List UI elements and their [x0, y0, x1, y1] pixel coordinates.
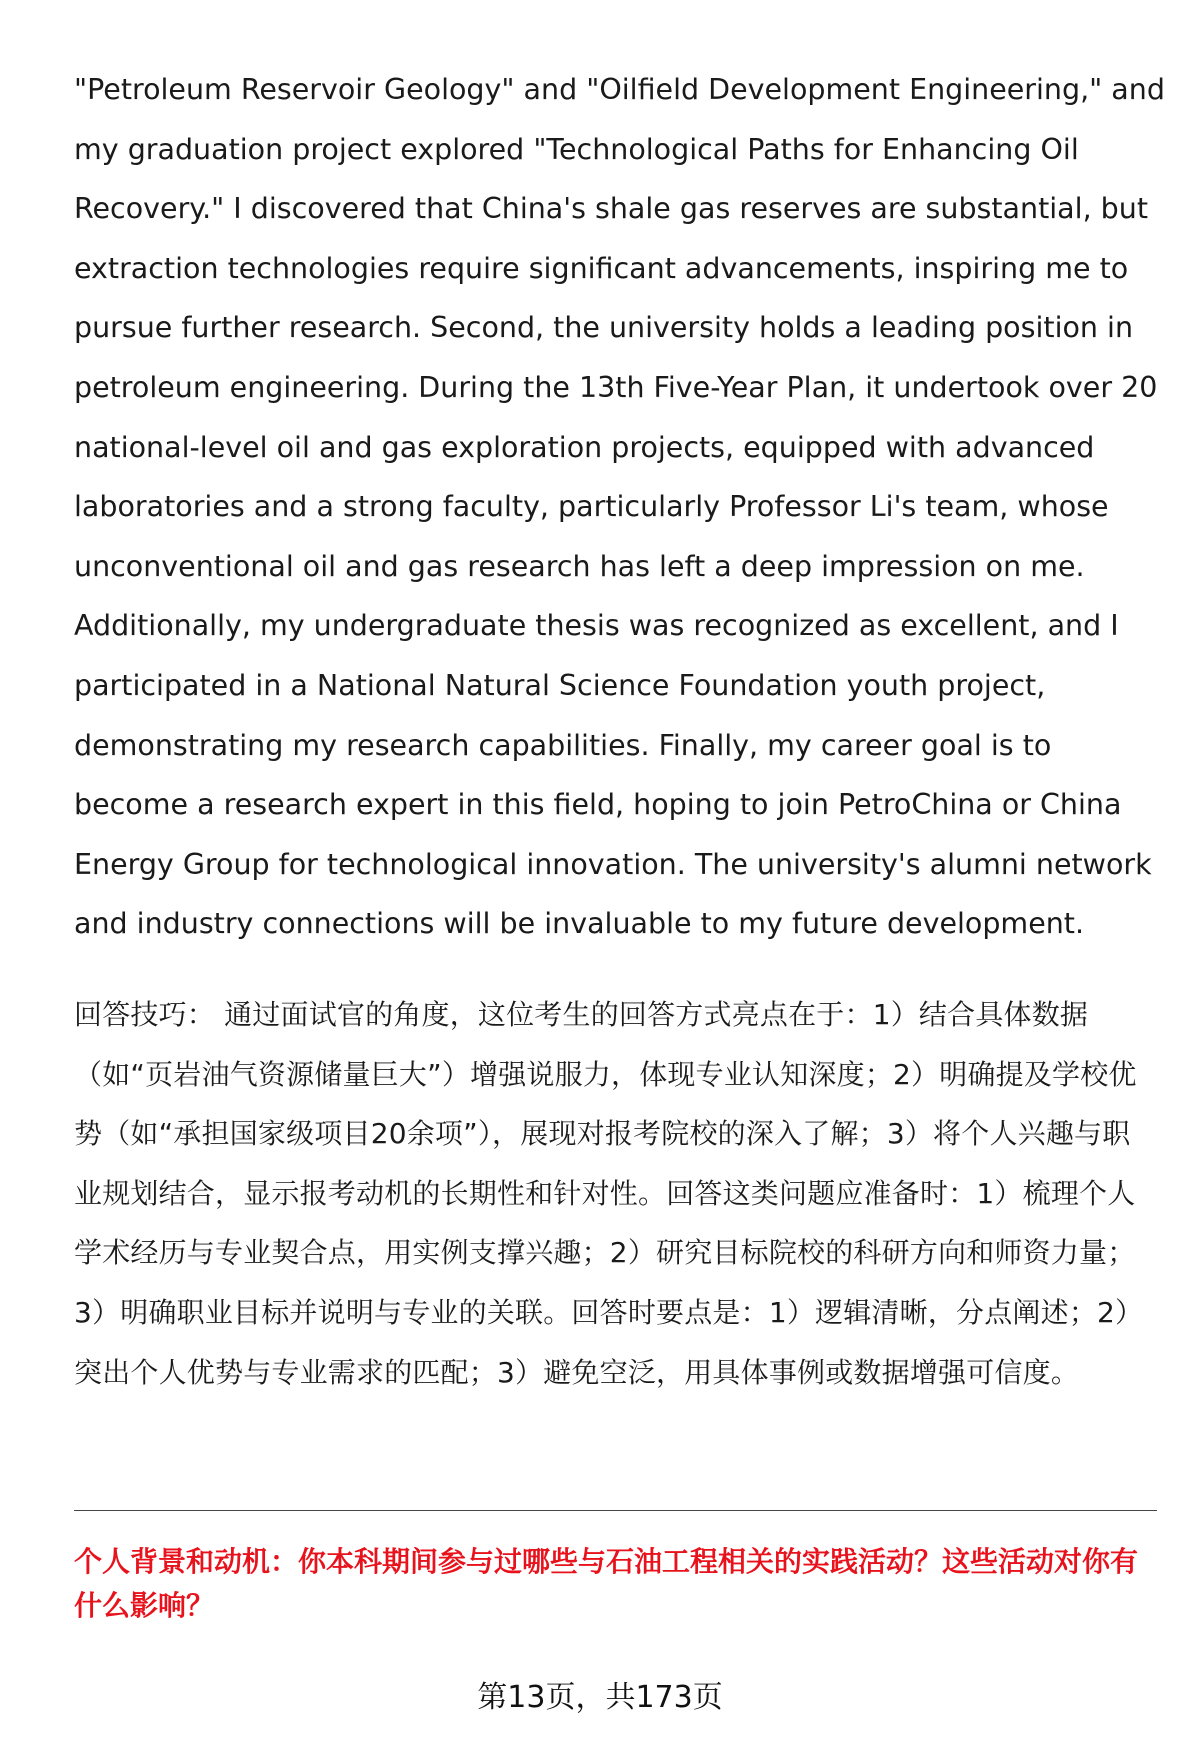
page-footer: 第13页，共173页	[477, 1680, 723, 1715]
section-divider	[74, 1510, 1157, 1511]
answer-english-paragraph: "Petroleum Reservoir Geology" and "Oilfield Development Engineering," and my graduation project explored "Technological Paths for Enhancing Oil Recovery." I discovered that China's shale gas reserves are substantial, but extraction technologies require significant advancements, inspiring me to pursue further research. Second, the university holds a leading position in petroleum engineering. During the 13th Five-Year Plan, it undertook over 20 national-level oil and gas exploration projects, equipped with advanced laboratories and a strong faculty, particularly Professor Li's team, whose unconventional oil and gas research has left a deep impression on me. Additionally, my undergraduate thesis was recognized as excellent, and I participated in a National Natural Science Foundation youth project, demonstrating my research capabilities. Finally, my career goal is to become a research expert in this field, hoping to join PetroChina or China Energy Group for technological innovation. The university's alumni network and industry connections will be invaluable to my future development.	[74, 73, 1165, 941]
next-question-heading: 个人背景和动机：你本科期间参与过哪些与石油工程相关的实践活动？这些活动对你有什么影响？	[74, 1545, 1139, 1622]
answer-tips-paragraph: 回答技巧： 通过面试官的角度，这位考生的回答方式亮点在于：1）结合具体数据（如“页岩油气资源储量巨大”）增强说服力，体现专业认知深度；2）明确提及学校优势（如“承担国家级项目20余项”），展现对报考院校的深入了解；3）将个人兴趣与职业规划结合，显示报考动机的长期性和针对性。回答这类问题应准备时：1）梳理个人学术经历与专业契合点，用实例支撑兴趣；2）研究目标院校的科研方向和师资力量；3）明确职业目标并说明与专业的关联。回答时要点是：1）逻辑清晰，分点阐述；2）突出个人优势与专业需求的匹配；3）避免空泛，用具体事例或数据增强可信度。	[74, 998, 1144, 1389]
